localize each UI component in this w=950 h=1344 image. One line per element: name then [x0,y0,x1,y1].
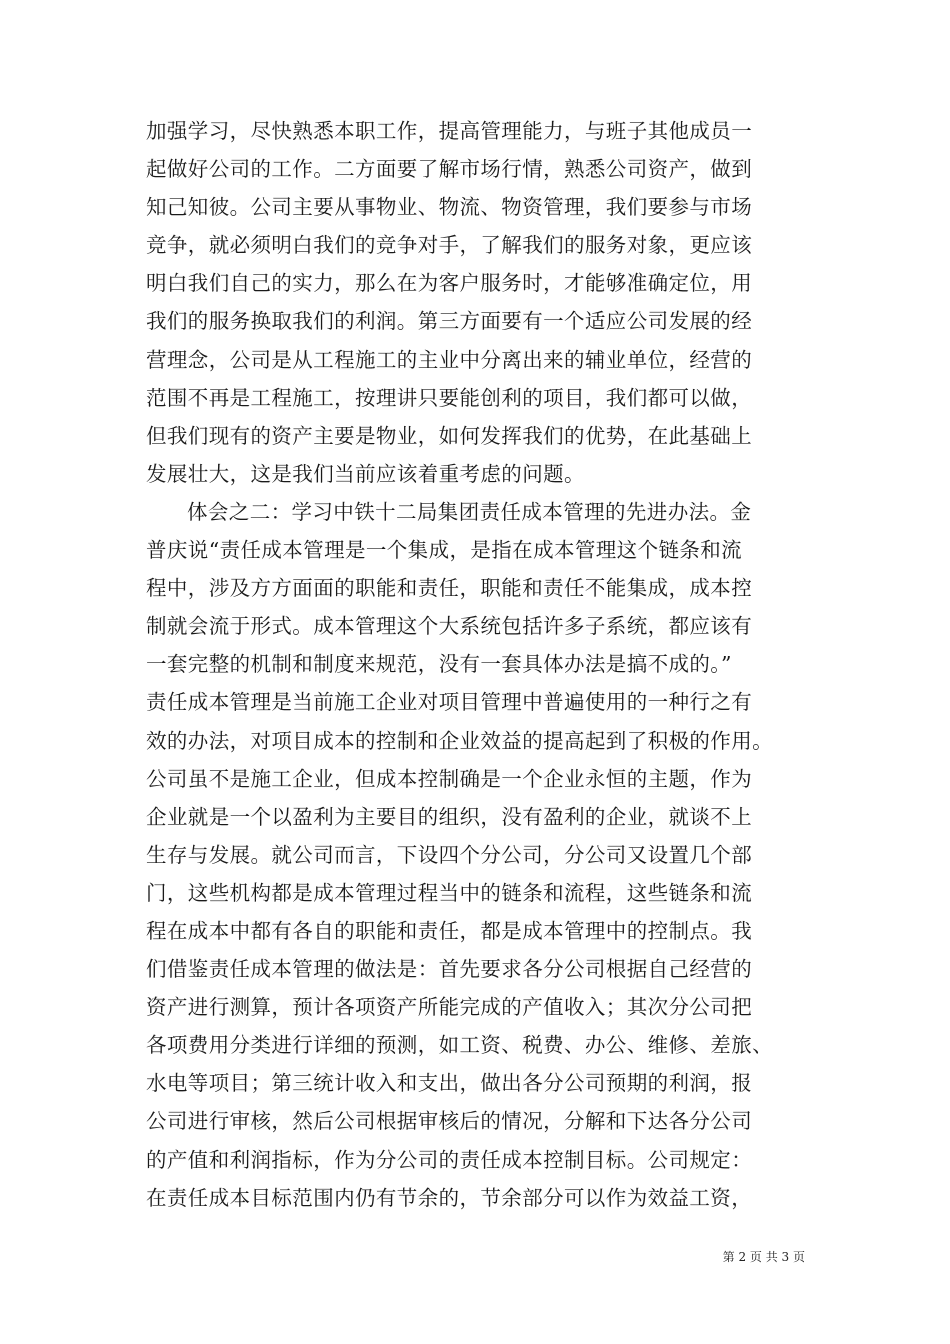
text-line: 门，这些机构都是成本管理过程当中的链条和流程，这些链条和流 [146,880,753,905]
text-line: 们借鉴责任成本管理的做法是：首先要求各分公司根据自己经营的 [146,957,753,982]
text-line: 的产值和利润指标，作为分公司的责任成本控制目标。公司规定： [146,1147,753,1172]
text-line: 我们的服务换取我们的利润。第三方面要有一个适应公司发展的经 [146,309,753,334]
page-number-footer: 第 2 页 共 3 页 [722,1250,805,1264]
text-line: 程在成本中都有各自的职能和责任，都是成本管理中的控制点。我 [146,918,753,943]
text-line: 资产进行测算，预计各项资产所能完成的产值收入；其次分公司把 [146,995,753,1020]
text-line: 起做好公司的工作。二方面要了解市场行情，熟悉公司资产，做到 [146,157,753,182]
paragraph-start-line: 体会之二：学习中铁十二局集团责任成本管理的先进办法。金 [187,499,752,524]
text-line: 竞争，就必须明白我们的竞争对手，了解我们的服务对象，更应该 [146,233,753,258]
text-line: 企业就是一个以盈利为主要目的组织，没有盈利的企业，就谈不上 [146,804,753,829]
text-line: 加强学习，尽快熟悉本职工作，提高管理能力，与班子其他成员一 [146,119,753,143]
text-line: 发展壮大，这是我们当前应该着重考虑的问题。 [146,461,585,486]
text-line: 各项费用分类进行详细的预测，如工资、税费、办公、维修、差旅、 [146,1033,773,1058]
text-line: 程中，涉及方方面面的职能和责任，职能和责任不能集成，成本控 [146,576,753,601]
text-line: 生存与发展。就公司而言，下设四个分公司，分公司又设置几个部 [146,842,753,867]
text-line: 水电等项目；第三统计收入和支出，做出各分公司预期的利润，报 [146,1071,753,1096]
text-line: 效的办法，对项目成本的控制和企业效益的提高起到了积极的作用。 [146,728,773,753]
document-body [146,112,826,1217]
text-line: 范围不再是工程施工，按理讲只要能创利的项目，我们都可以做， [146,385,753,410]
text-line: 公司虽不是施工企业，但成本控制确是一个企业永恒的主题，作为 [146,766,753,791]
text-line: 一套完整的机制和制度来规范，没有一套具体办法是搞不成的。” [146,652,732,677]
text-line: 责任成本管理是当前施工企业对项目管理中普遍使用的一种行之有 [146,690,753,715]
text-line: 营理念，公司是从工程施工的主业中分离出来的辅业单位，经营的 [146,347,753,372]
text-line: 但我们现有的资产主要是物业，如何发挥我们的优势，在此基础上 [146,423,753,448]
text-line: 公司进行审核，然后公司根据审核后的情况，分解和下达各分公司 [146,1109,753,1134]
text-line: 在责任成本目标范围内仍有节余的，节余部分可以作为效益工资， [146,1185,753,1210]
text-line: 知己知彼。公司主要从事物业、物流、物资管理，我们要参与市场 [146,195,753,220]
text-line: 普庆说“责任成本管理是一个集成，是指在成本管理这个链条和流 [146,538,743,563]
text-line: 制就会流于形式。成本管理这个大系统包括许多子系统，都应该有 [146,614,753,639]
text-line: 明白我们自己的实力，那么在为客户服务时，才能够准确定位，用 [146,271,753,296]
